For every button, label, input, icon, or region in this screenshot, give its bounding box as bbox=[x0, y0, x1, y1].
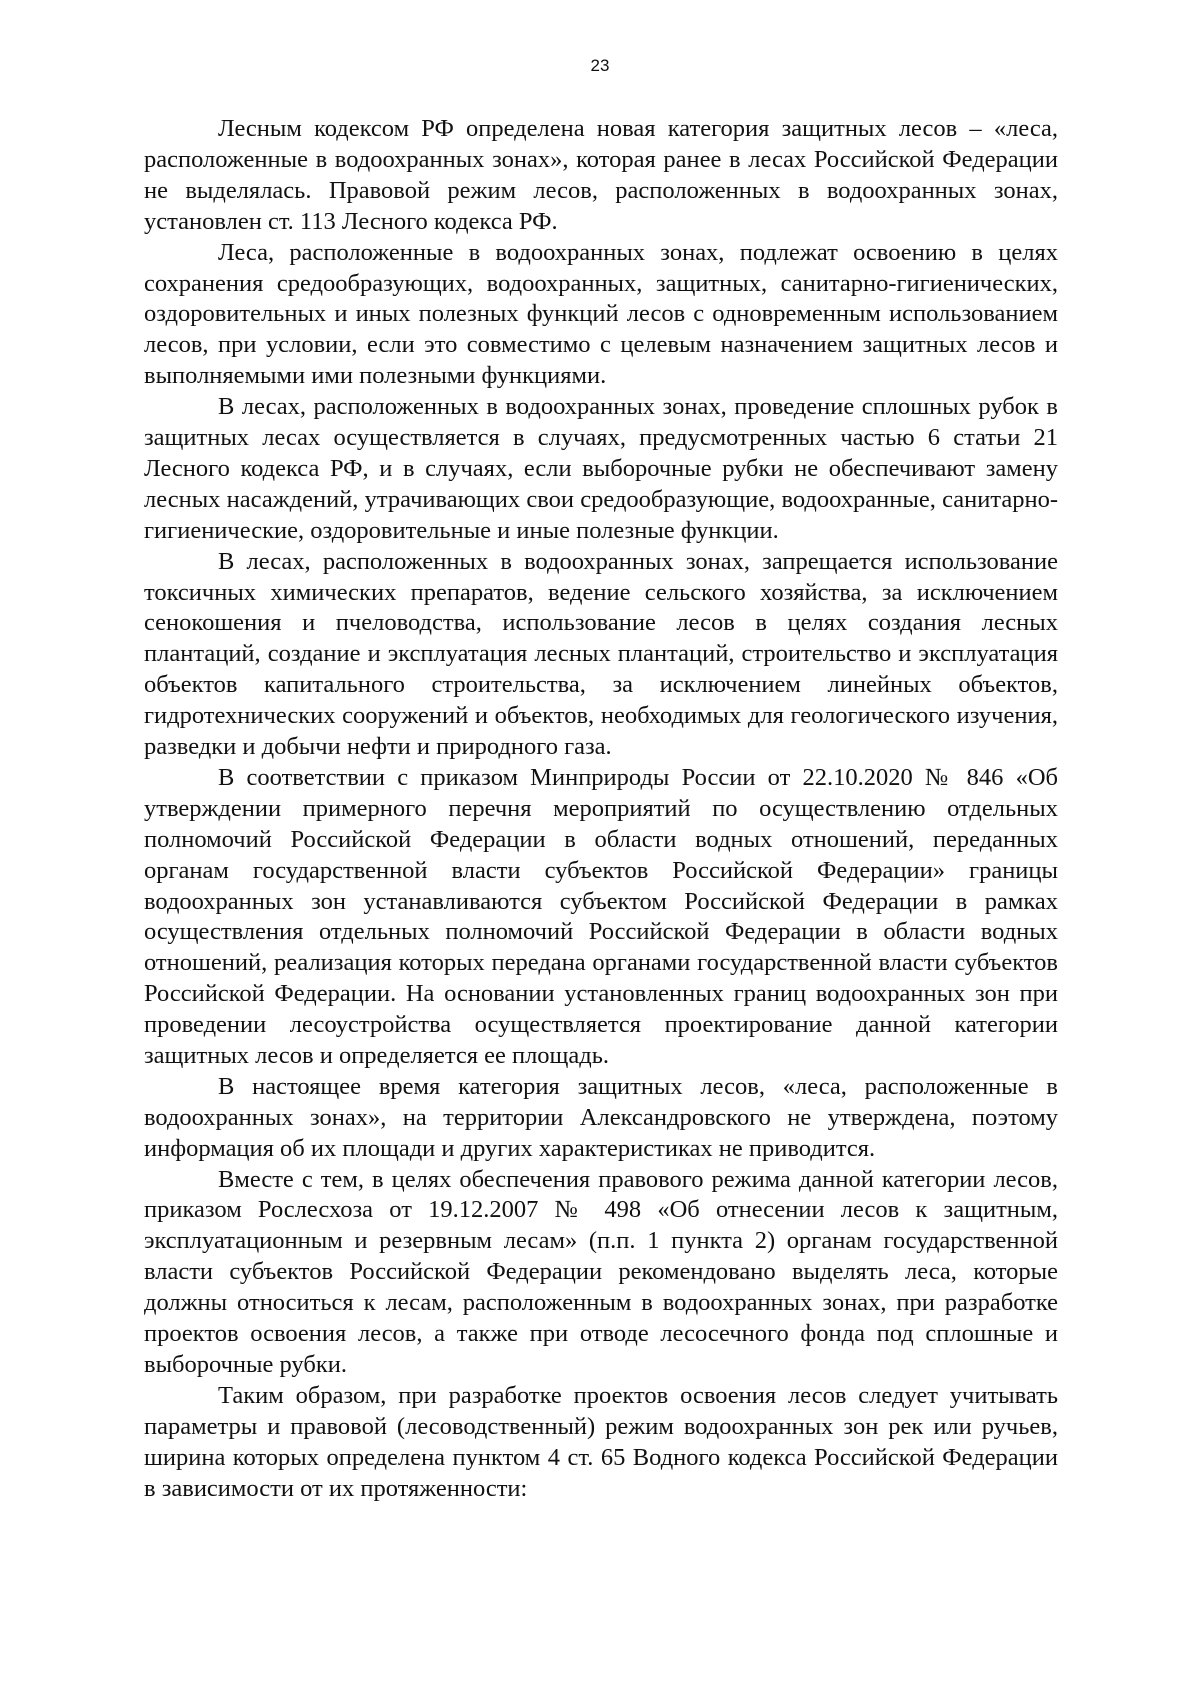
paragraph-current-status: В настоящее время категория защитных лесов, «леса, расположенные в водоохранных зонах», на территории Александровского не утверждена, поэтому информация об их площади и других характеристиках не приводится. bbox=[144, 1072, 1058, 1162]
paragraph-conclusion: Таким образом, при разработке проектов освоения лесов следует учитывать параметры и правовой (лесоводственный) режим водоохранных зон рек или ручьев, ширина которых определена пунктом 4 ст. 65 Водного кодекса Российской Федерации в зависимости от их протяженности: bbox=[144, 1381, 1058, 1502]
paragraph-protective-forest-category: Лесным кодексом РФ определена новая категория защитных лесов – «леса, расположенные в водоохранных зонах», которая ранее в лесах Российской Федерации не выделялась. Правовой режим лесов, расположенных в водоохранных зонах, установлен ст. 113 Лесного кодекса РФ. bbox=[144, 115, 1058, 235]
document-body bbox=[144, 114, 1058, 1504]
paragraph-clear-cutting-rules: В лесах, расположенных в водоохранных зонах, проведение сплошных рубок в защитных лесах осуществляется в случаях, предусмотренных частью 6 статьи 21 Лесного кодекса РФ, и в случаях, если выборочные рубки не обеспечивают замену лесных насаждений, утрачивающих свои средообразующие, водоохранные, санитарно-гигиенические, оздоровительные и иные полезные функции. bbox=[144, 393, 1058, 544]
paragraph-rosleskhoz-order: Вместе с тем, в целях обеспечения правового режима данной категории лесов, приказом Рослесхоза от 19.12.2007 № 498 «Об отнесении лесов к защитным, эксплуатационным и резервным лесам» (п.п. 1 пункта 2) органам государственной власти субъектов Российской Федерации рекомендовано выделять леса, которые должны относиться к лесам, расположенным в водоохранных зонах, при разработке проектов освоения лесов, а также при отводе лесосечного фонда под сплошные и выборочные рубки. bbox=[144, 1165, 1058, 1379]
paragraph-forest-development-goals: Леса, расположенные в водоохранных зонах, подлежат освоению в целях сохранения средообразующих, водоохранных, защитных, санитарно-гигиенических, оздоровительных и иных полезных функций лесов с одновременным использованием лесов, при условии, если это совместимо с целевым назначением защитных лесов и выполняемыми ими полезными функциями. bbox=[144, 238, 1058, 390]
page-number: 23 bbox=[590, 56, 610, 75]
paragraph-ministry-order: В соответствии с приказом Минприроды России от 22.10.2020 № 846 «Об утверждении примерного перечня мероприятий по осуществлению отдельных полномочий Российской Федерации в области водных отношений, переданных органам государственной власти субъектов Российской Федерации» границы водоохранных зон устанавливаются субъектом Российской Федерации в рамках осуществления отдельных полномочий Российской Федерации в области водных отношений, реализация которых передана органами государственной власти субъектов Российской Федерации. На основании установленных границ водоохранных зон при проведении лесоустройства осуществляется проектирование данной категории защитных лесов и определяется ее площадь. bbox=[144, 763, 1058, 1070]
paragraph-prohibitions: В лесах, расположенных в водоохранных зонах, запрещается использование токсичных химических препаратов, ведение сельского хозяйства, за исключением сенокошения и пчеловодства, использование лесов в целях создания лесных плантаций, создание и эксплуатация лесных плантаций, строительство и эксплуатация объектов капитального строительства, за исключением линейных объектов, гидротехнических сооружений и объектов, необходимых для геологического изучения, разведки и добычи нефти и природного газа. bbox=[144, 547, 1058, 761]
